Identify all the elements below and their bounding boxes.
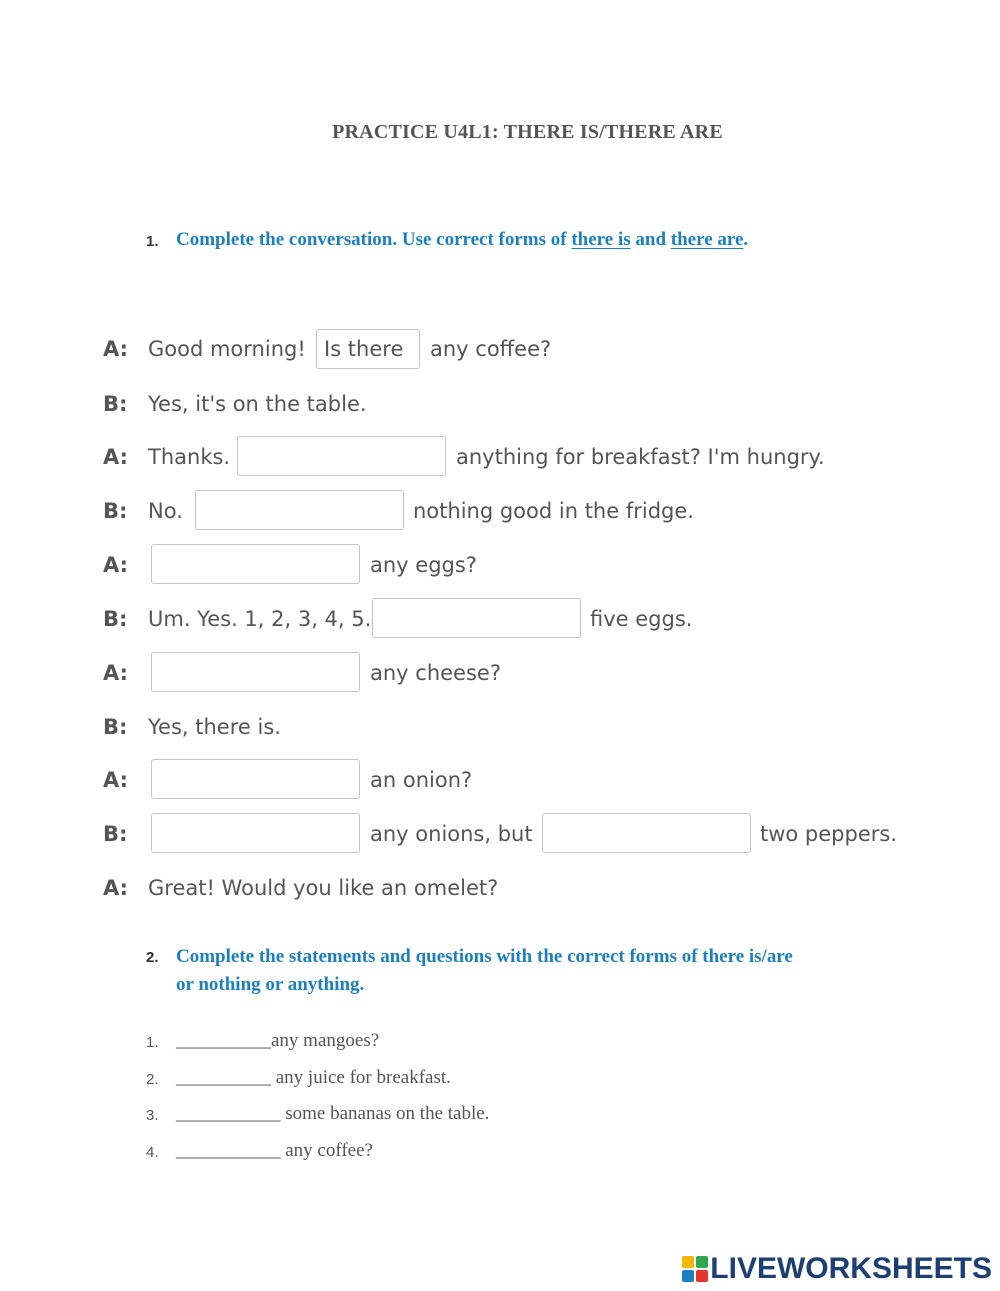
speaker-label: B: xyxy=(103,499,128,523)
instruction-text: and xyxy=(630,229,671,250)
section-1-instruction xyxy=(176,226,748,254)
dialogue-text: Thanks. xyxy=(148,445,231,469)
dialogue-text: Um. Yes. 1, 2, 3, 4, 5. xyxy=(148,607,372,631)
dialogue-text: two peppers. xyxy=(760,822,898,846)
section-2-instruction-line-1: Complete the statements and questions with the correct forms of there is/are xyxy=(176,946,793,967)
speaker-label: A: xyxy=(103,445,129,469)
speaker-label: A: xyxy=(103,768,129,792)
speaker-label: B: xyxy=(103,607,128,631)
exercise-line: ___________ any coffee? xyxy=(176,1140,373,1161)
dialogue-text: five eggs. xyxy=(590,607,693,631)
section-2-instruction-line-2: or nothing or anything. xyxy=(176,974,365,995)
logo-cube xyxy=(682,1270,694,1282)
dialogue-text: any coffee? xyxy=(430,337,552,361)
answer-box-3[interactable] xyxy=(195,490,404,530)
dialogue-text: No. xyxy=(148,499,183,523)
dialogue-text: nothing good in the fridge. xyxy=(413,499,694,523)
section-1-number: 1. xyxy=(146,233,159,250)
dialogue-text: any onions, but xyxy=(370,822,533,846)
brand-name: LIVEWORKSHEETS xyxy=(710,1252,992,1285)
logo-cubes-icon xyxy=(682,1256,708,1282)
dialogue-text: Great! Would you like an omelet? xyxy=(148,876,499,900)
exercise-line: __________any mangoes? xyxy=(176,1030,380,1051)
section-2-number: 2. xyxy=(146,949,159,966)
speaker-label: A: xyxy=(103,337,129,361)
logo-cube xyxy=(696,1270,708,1282)
logo-cube xyxy=(696,1256,708,1268)
exercise-number: 3. xyxy=(146,1107,159,1124)
exercise-number: 1. xyxy=(146,1034,159,1051)
instruction-text: . xyxy=(743,229,749,250)
answer-box-8[interactable] xyxy=(151,813,360,853)
keyword-there-is: there is xyxy=(571,229,631,250)
answer-box-2[interactable] xyxy=(237,436,446,476)
speaker-label: A: xyxy=(103,876,129,900)
answer-box-6[interactable] xyxy=(151,652,360,692)
exercise-number: 2. xyxy=(146,1071,159,1088)
speaker-label: B: xyxy=(103,392,128,416)
speaker-label: A: xyxy=(103,661,129,685)
exercise-number: 4. xyxy=(146,1144,159,1161)
exercise-line: __________ any juice for breakfast. xyxy=(176,1067,451,1088)
dialogue-text: Yes, there is. xyxy=(148,715,281,739)
liveworksheets-logo xyxy=(682,1252,992,1286)
speaker-label: A: xyxy=(103,553,129,577)
dialogue-text: an onion? xyxy=(370,768,473,792)
dialogue-text: Good morning! xyxy=(148,337,306,361)
dialogue-text: any eggs? xyxy=(370,553,477,577)
answer-box-4[interactable] xyxy=(151,544,360,584)
dialogue-text: anything for breakfast? I'm hungry. xyxy=(456,445,825,469)
exercise-line: ___________ some bananas on the table. xyxy=(176,1103,490,1124)
dialogue-text: Yes, it's on the table. xyxy=(148,392,367,416)
answer-box-9[interactable] xyxy=(542,813,751,853)
instruction-text: Complete the conversation. Use correct forms of xyxy=(176,229,572,250)
speaker-label: B: xyxy=(103,822,128,846)
answer-box-1[interactable]: Is there xyxy=(316,329,420,369)
logo-cube xyxy=(682,1256,694,1268)
answer-box-5[interactable] xyxy=(372,598,581,638)
keyword-there-are: there are xyxy=(670,229,744,250)
answer-box-7[interactable] xyxy=(151,759,360,799)
page-title: PRACTICE U4L1: THERE IS/THERE ARE xyxy=(332,121,723,143)
speaker-label: B: xyxy=(103,715,128,739)
dialogue-text: any cheese? xyxy=(370,661,501,685)
